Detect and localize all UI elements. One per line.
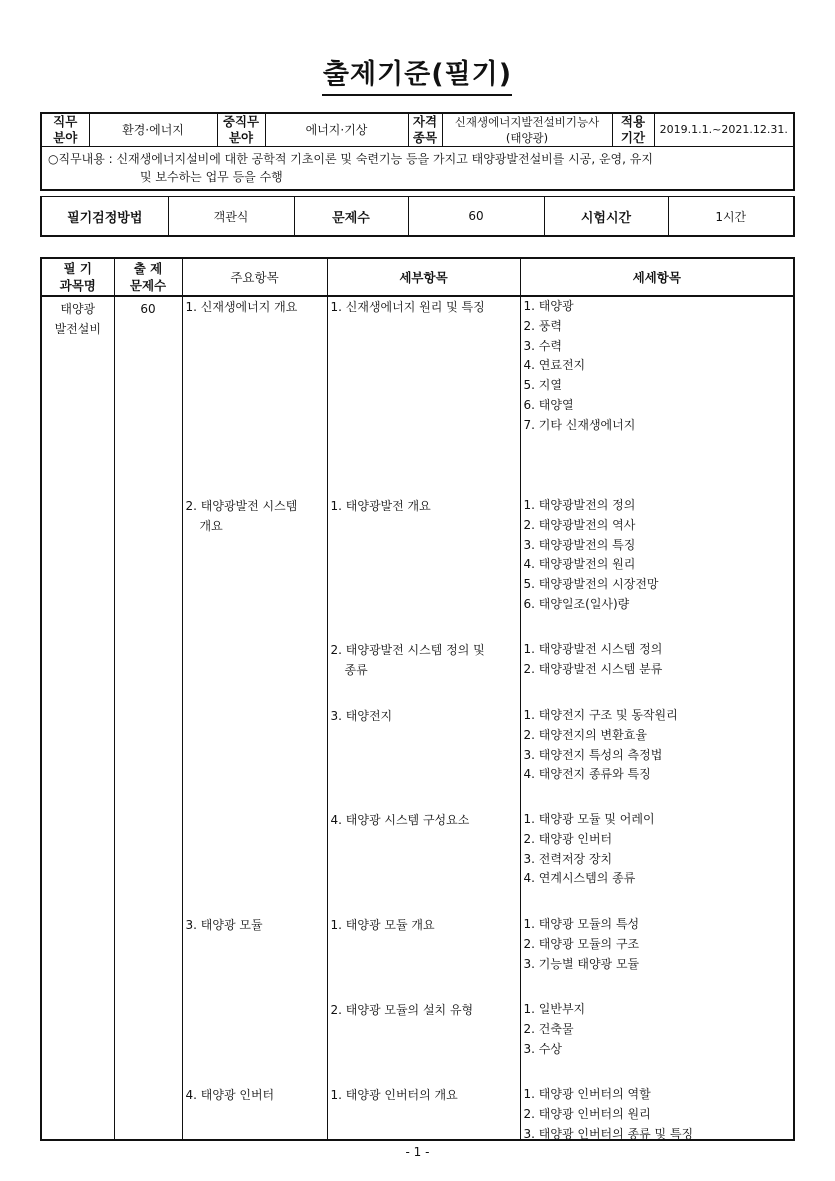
sub-item: 2. 태양광발전 시스템 정의 및 종류	[330, 643, 485, 677]
sub-item: 2. 태양광 모듈의 설치 유형	[330, 1003, 474, 1017]
detail-item: 3. 전력저장 장치	[523, 851, 613, 866]
period-label: 적용 기간	[612, 113, 654, 147]
detail-item: 2. 태양광 인버터의 원리	[523, 1106, 651, 1121]
exam-method-row	[40, 196, 795, 237]
detail-item: 4. 태양전지 종류와 특징	[523, 767, 651, 782]
major-item: 1. 신재생에너지 개요	[185, 300, 298, 314]
detail-item: 5. 태양광발전의 시장전망	[523, 577, 659, 592]
subject-name-line-2: 발전설비	[54, 322, 101, 336]
mid-field-label: 중직무 분야	[217, 113, 265, 147]
detail-item: 3. 기능별 태양광 모듈	[523, 956, 640, 971]
detail-item: 6. 태양열	[523, 397, 574, 412]
question-count: 60	[140, 302, 156, 316]
detail-item-group	[524, 640, 791, 680]
sub-item: 1. 신재생에너지 원리 및 특징	[330, 300, 485, 314]
detail-item: 1. 태양광발전 시스템 정의	[523, 642, 663, 656]
detail-item: 1. 태양광 모듈 및 어레이	[523, 812, 655, 826]
detail-item-group	[524, 915, 791, 974]
detail-item: 2. 태양광 모듈의 구조	[523, 936, 640, 951]
detail-item: 1. 태양광 모듈의 특성	[523, 917, 640, 931]
header-subject: 필 기 과목명	[41, 258, 114, 296]
exam-method-value: 객관식	[168, 197, 294, 237]
detail-item: 2. 건축물	[523, 1021, 574, 1036]
exam-time-label: 시험시간	[544, 197, 668, 237]
detail-item: 3. 태양광 인버터의 종류 및 특징	[523, 1126, 694, 1141]
question-count-label: 문제수	[294, 197, 408, 237]
detail-item: 4. 태양광발전의 원리	[523, 557, 636, 572]
major-items-cell	[182, 296, 327, 1140]
detail-item: 1. 일반부지	[523, 1002, 586, 1016]
sub-item: 1. 태양광 모듈 개요	[330, 918, 435, 932]
detail-item: 7. 기타 신재생에너지	[523, 417, 636, 432]
subject-cell	[41, 296, 114, 1140]
header-detail-items: 세세항목	[520, 258, 794, 296]
exam-criteria-table	[40, 257, 795, 1141]
detail-item: 3. 수력	[523, 338, 562, 353]
header-major-items: 주요항목	[182, 258, 327, 296]
sub-item: 4. 태양광 시스템 구성요소	[330, 813, 470, 827]
detail-item: 4. 연계시스템의 종류	[523, 871, 636, 886]
detail-item: 1. 태양광 인버터의 역할	[523, 1087, 651, 1101]
exam-time-value: 1시간	[668, 197, 794, 237]
detail-item: 2. 풍력	[523, 318, 562, 333]
detail-item-group	[524, 297, 791, 436]
qualification-value: 신재생에너지발전설비기능사 (태양광)	[442, 113, 612, 147]
detail-item: 3. 태양전지 특성의 측정법	[523, 747, 663, 762]
document-title: 출제기준(필기)	[322, 59, 513, 90]
detail-item-group	[524, 1000, 791, 1059]
qualification-label: 자격 종목	[408, 113, 442, 147]
job-field-value: 환경·에너지	[89, 113, 217, 147]
detail-item: 6. 태양일조(일사)량	[523, 596, 630, 611]
exam-method-label: 필기검정방법	[41, 197, 168, 237]
detail-item: 1. 태양전지 구조 및 동작원리	[523, 708, 678, 722]
detail-item: 1. 태양광	[523, 299, 574, 313]
detail-item-group	[524, 810, 791, 889]
detail-item: 2. 태양광발전의 역사	[523, 517, 636, 532]
title-underline	[322, 94, 512, 96]
job-field-label: 직무 분야	[41, 113, 89, 147]
major-item: 4. 태양광 인버터	[185, 1088, 275, 1102]
sub-item: 1. 태양광발전 개요	[330, 499, 431, 513]
detail-item: 4. 연료전지	[523, 358, 586, 373]
page-number: - 1 -	[405, 1145, 430, 1159]
detail-item: 3. 수상	[523, 1041, 562, 1056]
detail-item: 1. 태양광발전의 정의	[523, 498, 636, 512]
detail-item-group	[524, 496, 791, 615]
detail-item: 3. 태양광발전의 특징	[523, 537, 636, 552]
mid-field-value: 에너지·기상	[265, 113, 408, 147]
detail-item: 2. 태양광 인버터	[523, 831, 613, 846]
question-count-value: 60	[408, 197, 544, 237]
detail-items-cell	[520, 296, 794, 1140]
period-value: 2019.1.1.~2021.12.31.	[654, 113, 794, 147]
detail-item: 2. 태양전지의 변환효율	[523, 727, 647, 742]
major-item: 3. 태양광 모듈	[185, 918, 263, 932]
exam-info-table	[40, 112, 795, 191]
sub-item: 1. 태양광 인버터의 개요	[330, 1088, 458, 1102]
subject-name-line-1: 태양광	[60, 302, 96, 316]
sub-item: 3. 태양전지	[330, 709, 393, 723]
detail-item: 2. 태양광발전 시스템 분류	[523, 661, 663, 676]
duty-description: ○직무내용 : 신재생에너지설비에 대한 공학적 기초이론 및 숙련기능 등을 가지고 태양광발전설비를 시공, 운영, 유지 및 보수하는 업무 등을 수행	[41, 147, 794, 191]
header-question-count: 출 제 문제수	[114, 258, 182, 296]
detail-item-group	[524, 1085, 791, 1144]
detail-item: 5. 지열	[523, 378, 562, 393]
header-sub-items: 세부항목	[327, 258, 520, 296]
sub-items-cell	[327, 296, 520, 1140]
major-item: 2. 태양광발전 시스템 개요	[185, 499, 298, 533]
count-cell	[114, 296, 182, 1140]
detail-item-group	[524, 706, 791, 785]
